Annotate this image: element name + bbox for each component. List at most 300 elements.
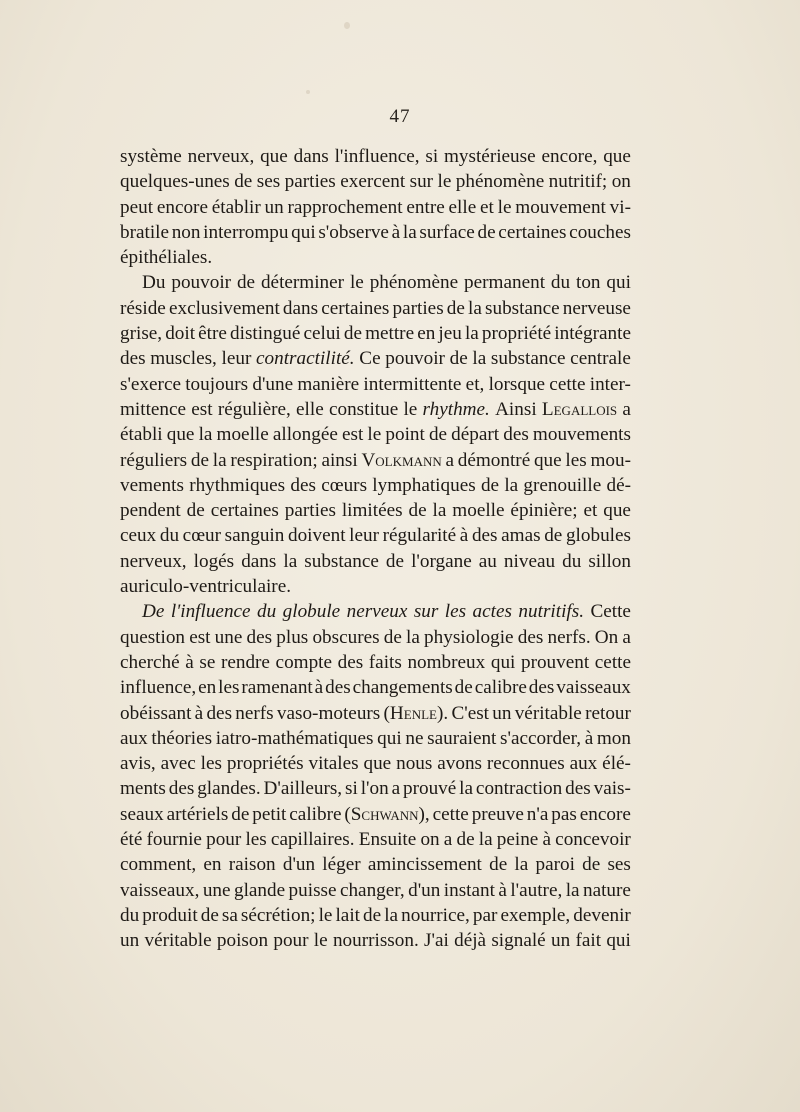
text-run: Ensuite [358,829,417,851]
word [384,903,398,928]
text-run: des [120,348,146,370]
text-line [120,523,631,548]
text-line [120,346,631,371]
text-line [120,701,631,726]
text-line [120,776,631,801]
text-run: des [517,626,544,648]
word [303,321,340,346]
text-run: n'a [526,803,549,825]
text-run: à [194,702,204,724]
word [437,751,482,776]
word [227,751,304,776]
word [425,144,438,169]
text-run: que [166,424,195,446]
text-line [120,675,631,700]
text-run: si [345,778,358,800]
word [583,878,631,903]
text-run: petit [252,803,287,825]
word [460,523,469,548]
word [189,625,210,650]
text-line [120,625,631,650]
text-run: de [544,525,563,547]
text-line [120,878,631,903]
emphasis-text: globule [282,601,341,623]
text-run: reconnues [486,753,565,775]
text-run: niveau [503,550,556,572]
text-run: exemple, [500,904,571,926]
word [120,574,291,599]
text-run: de [449,348,468,370]
emphasis-text: rhythme. [422,398,490,420]
text-run: artériels [166,803,229,825]
text-run: point [385,424,425,446]
word [120,372,181,397]
text-run: nombreux [407,651,486,673]
text-run: sauraient [427,727,497,749]
author-name: Henle [389,702,437,724]
word [535,852,574,877]
word [385,346,445,371]
text-run: parties [392,297,444,319]
text-run: nerfs [235,702,274,724]
word [504,549,555,574]
word [147,827,202,852]
text-run: certaines [321,297,390,319]
text-line [120,928,631,953]
text-run: celui [303,323,341,345]
text-run: sécrétion; [240,904,316,926]
text-run: on [611,171,631,193]
text-run: aux [569,753,598,775]
text-run: Ce [359,348,381,370]
word [206,701,232,726]
word [345,776,358,801]
word [369,650,402,675]
word [167,422,195,447]
text-run: instant [443,879,495,901]
text-run: parties [284,171,336,193]
text-run: mou- [590,449,631,471]
word [206,827,241,852]
word [309,751,359,776]
word [606,270,631,295]
word [363,751,391,776]
text-run: des [471,525,498,547]
text-line [120,650,631,675]
word [544,523,562,548]
word [157,195,208,220]
word [481,473,499,498]
word [622,397,631,422]
text-run: phénomène [455,171,545,193]
text-run: du [159,525,180,547]
word [438,321,461,346]
text-run: léger [322,854,361,876]
text-run: allongée [272,424,338,446]
text-run: calibre [289,803,342,825]
word [424,928,449,953]
text-run: de [343,323,362,345]
word [472,802,524,827]
text-run: pas [551,803,577,825]
word [477,220,495,245]
text-run: départ [451,424,500,446]
text-run: sa [221,904,238,926]
word [449,195,477,220]
word [344,802,429,827]
word [455,675,473,700]
word [541,144,597,169]
word [420,827,439,852]
word [562,549,581,574]
word [551,928,570,953]
word [365,321,414,346]
text-run: de [456,829,475,851]
text-run: jeu [438,323,462,345]
word [482,321,551,346]
word [622,625,631,650]
text-run: de [231,803,250,825]
text-run: pour [206,829,242,851]
text-run: vaisseaux, [120,879,200,901]
word [549,372,585,397]
word [459,776,473,801]
text-run: de [446,297,465,319]
text-run: exercent [340,171,406,193]
text-run: non [171,221,201,243]
text-run: les [218,677,240,699]
word [325,675,351,700]
text-run: de [385,550,405,572]
text-run: ), [418,803,430,825]
text-run: concevoir [555,829,631,851]
text-run: Cette [590,601,631,623]
text-run: dans [241,550,277,572]
text-run: régulière, [217,398,291,420]
text-run: et, [465,373,485,395]
text-run: dans [293,146,329,167]
text-run: exclusivement [168,297,280,319]
text-run: que [533,449,562,471]
word [241,549,276,574]
word [217,928,268,953]
word [185,372,248,397]
word [342,498,403,523]
text-line [120,574,631,599]
word [437,169,451,194]
text-run: bratile [120,221,170,243]
word [120,346,146,371]
word [199,650,215,675]
text-line [120,549,631,574]
text-run: nutritif; [548,171,608,193]
word [120,928,139,953]
text-run: à [314,677,324,699]
word [321,296,389,321]
word [273,928,308,953]
text-run: le [497,196,512,218]
word [120,776,166,801]
text-run: cette [432,803,469,825]
text-run: logés [193,550,235,572]
text-line [120,726,631,751]
word [350,270,364,295]
word [445,448,454,473]
text-run: fournie [146,829,202,851]
word [120,498,181,523]
text-run: un [492,702,512,724]
word [285,498,336,523]
word [515,195,606,220]
text-run: s'exerce [120,373,181,395]
text-run: d'un [408,879,441,901]
text-run: de [200,904,219,926]
text-line [120,422,631,447]
text-run: intermittente [363,373,462,395]
text-run: encore, [541,146,598,167]
word [510,878,562,903]
text-run: lait [335,904,360,926]
text-run: qui [291,221,316,243]
word [217,422,269,447]
text-run: à [185,651,194,673]
word [230,448,317,473]
word [570,346,631,371]
text-run: permanent [464,272,546,294]
text-run: fait [575,930,602,952]
word [423,397,490,422]
word [458,448,530,473]
text-line [120,903,631,928]
text-run: substance [304,550,379,572]
word [271,827,355,852]
word [595,650,631,675]
text-run: des [206,702,233,724]
text-run: cœurs [321,474,368,496]
word [445,599,466,624]
text-run: un [264,196,284,218]
word [318,220,389,245]
word [120,144,182,169]
text-run: amincissement [367,854,482,876]
word [288,195,403,220]
word [475,675,527,700]
text-run: surface [419,221,475,243]
word [491,928,545,953]
text-run: nerveuse [562,297,631,319]
word [231,802,249,827]
text-run: à [459,525,469,547]
word [120,675,196,700]
word [120,650,180,675]
word [321,473,367,498]
text-run: des [246,626,273,648]
word [585,726,594,751]
word [383,523,457,548]
text-run: J'ai [424,930,449,952]
text-line [120,296,631,321]
text-run: cette [594,651,631,673]
text-run: la [432,500,447,522]
word [372,473,475,498]
text-run: réside [120,297,166,319]
text-run: vements [120,474,184,496]
word [363,903,381,928]
text-run: qui [606,930,631,952]
word [165,321,195,346]
word [283,296,318,321]
text-run: de [408,500,427,522]
word [216,726,374,751]
word [288,523,346,548]
text-run: seaux [120,803,164,825]
word [189,473,285,498]
text-run: la [212,449,227,471]
text-run: pouvoir [385,348,445,370]
text-run: muscles, [150,348,217,370]
text-run: nourrice, [401,904,470,926]
word [120,751,156,776]
paper-spot [344,22,350,29]
text-run: moelle [216,424,269,446]
word [510,498,577,523]
word [433,802,469,827]
text-run: de [186,500,205,522]
word [497,827,539,852]
text-run: en [417,323,436,345]
text-run: le [367,424,382,446]
word [314,928,328,953]
word [549,169,608,194]
text-run: le [349,272,364,294]
word [491,346,566,371]
text-line [120,195,631,220]
word [503,422,529,447]
word [498,220,566,245]
word [602,751,631,776]
word [487,751,565,776]
text-run: globules [565,525,631,547]
word [485,296,560,321]
text-run: nourrisson. [332,930,419,952]
text-run: preuve [471,803,524,825]
text-line [120,270,631,295]
text-run: iatro-mathématiques [215,727,374,749]
text-run: le [437,171,452,193]
word [171,270,231,295]
text-run: la [514,854,529,876]
word [454,928,486,953]
text-run: toujours [185,373,249,395]
word [542,827,551,852]
word [283,599,341,624]
text-run: auriculo-ventriculaire. [120,576,292,598]
text-run: d'une [252,373,294,395]
text-run: véritable [144,930,212,952]
text-run: comment, [120,854,197,876]
text-run: de [582,854,601,876]
text-line [120,220,631,245]
text-run: d'un [282,854,316,876]
word [333,928,419,953]
word [444,878,495,903]
word [406,195,444,220]
word [319,903,333,928]
text-run: par [472,904,498,926]
text-run: vaso-moteurs [276,702,381,724]
word [150,346,217,371]
word [361,776,389,801]
word [347,599,408,624]
word [183,523,221,548]
word [456,169,544,194]
emphasis-text: sur [413,601,439,623]
text-run: prouvé [403,778,457,800]
text-run: les [200,753,222,775]
word [547,625,590,650]
text-run: puisse [288,879,337,901]
text-run: distingué [230,323,301,345]
text-run: a [391,778,401,800]
word [315,675,324,700]
text-run: la [198,424,213,446]
word [405,726,423,751]
word [294,144,329,169]
word [495,397,537,422]
word [594,776,631,801]
text-run: de [489,854,508,876]
word [169,776,195,801]
text-run: nature [582,879,631,901]
word [120,296,166,321]
text-run: physiologie [424,626,514,648]
word [514,852,528,877]
word [120,195,153,220]
word [447,296,465,321]
text-run: de [234,171,253,193]
text-run: moelle [452,500,505,522]
text-run: poison [216,930,269,952]
text-run: centrale [570,348,631,370]
word [290,473,316,498]
word [151,726,212,751]
text-run: sillon [588,550,631,572]
word [597,726,631,751]
word [241,903,316,928]
word [403,397,417,422]
word [276,650,332,675]
text-run: On [594,626,619,648]
emphasis-text: du [257,601,277,623]
text-run: glande [233,879,286,901]
word [359,827,417,852]
text-run: la [472,348,487,370]
word [120,169,230,194]
text-run: limitées [341,500,403,522]
word [575,928,601,953]
text-run: une [214,626,243,648]
text-run: établi [120,424,163,446]
text-run: mittence [120,398,187,420]
word [393,296,444,321]
text-run: l'autre, [510,879,563,901]
text-run: ments [120,778,166,800]
word [191,397,212,422]
text-run: paroi [535,854,575,876]
word [277,701,380,726]
word [518,599,584,624]
word [500,903,570,928]
